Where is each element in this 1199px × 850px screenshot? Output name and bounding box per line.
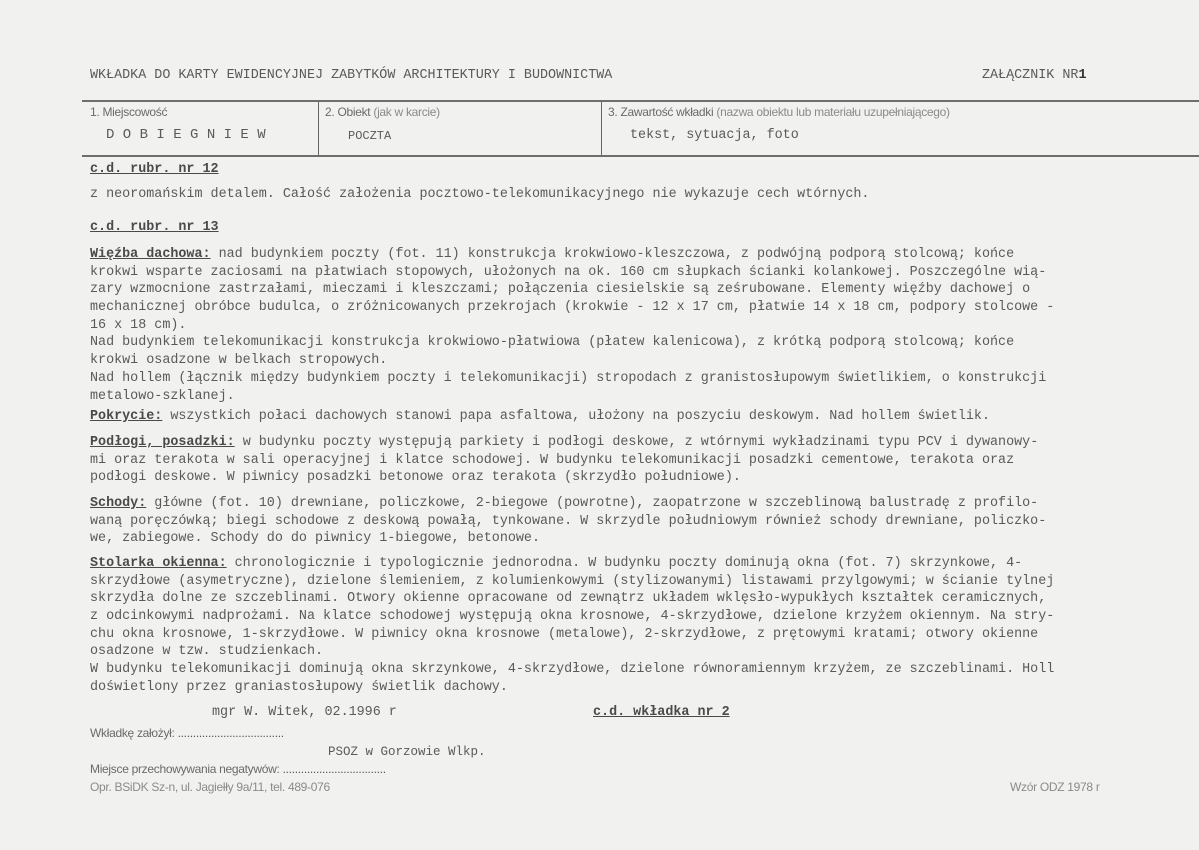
- divider: [318, 102, 319, 155]
- field-object-value: POCZTA: [348, 129, 392, 143]
- section-heading: Stolarka okienna:: [90, 556, 227, 571]
- form-pattern: Wzór ODZ 1978 r: [1010, 780, 1100, 794]
- annex-number: 1: [1078, 68, 1087, 83]
- author-signature: mgr W. Witek, 02.1996 r: [212, 705, 397, 720]
- printer-info: Opr. BSiDK Sz-n, ul. Jagiełły 9a/11, tel. 489-076: [90, 780, 330, 794]
- storage-value: PSOZ w Gorzowie Wlkp.: [328, 745, 486, 759]
- field-locality-label: 1. Miejscowość: [90, 105, 168, 119]
- continued-note: c.d. wkładka nr 2: [593, 705, 730, 720]
- field-contents-label: 3. Zawartość wkładki (nazwa obiektu lub materiału uzupełniającego): [608, 105, 950, 119]
- section-heading: Schody:: [90, 496, 147, 511]
- storage-label: Miejsce przechowywania negatywów: ..................................: [90, 762, 386, 776]
- section-roof-truss: Więźba dachowa: nad budynkiem poczty (fot. 11) konstrukcja krokwiowo-kleszczowa, z podwójną podporą stolcową; końce krokwi wsparte zaciosami na płatwiach stopowych, ułożonych na ok. 160 cm słupkach ścianki kolankowej. Poszczególne wią- zary wzmocnione zastrzałami, mieczami i kleszczami; połączenia ciesielskie są ześrubowane. Elementy więźby dachowej o mechanicznej obróbce budulca, o zróżnicowanych przekrojach (krokwie - 12 x 17 cm, płatwie 14 x 18 cm, podpory stolcowe - 16 x 18 cm). Nad budynkiem telekomunikacji konstrukcja krokwiowo-płatwiowa (płatew kalenicowa), z krótką podporą stolcową; końce krokwi osadzone w belkach stropowych. Nad hollem (łącznik między budynkiem poczty i telekomunikacji) stropodach z granistosłupowym świetlikiem, o konstrukcji metalowo-szklanej.: [90, 247, 1055, 404]
- field-locality-value: D O B I E G N I E W: [106, 127, 266, 143]
- section-windows: Stolarka okienna: chronologicznie i typologicznie jednorodna. W budynku poczty dominują okna (fot. 7) skrzynkowe, 4- skrzydłowe (asymetryczne), dzielone ślemieniem, z kolumienkowymi (stylizowanymi) listawami przylgowymi; w ścianie tylnej skrzydła dolne ze szczeblinami. Otwory okienne opracowane od zewnątrz układem wklęsło-wypukłych kształtek ceramicznych, z odcinkowymi nadprożami. Na klatce schodowej występują okna krosnowe, 4-skrzydłowe, dzielone krzyżem okiennym. Na stry- chu okna krosnowe, 1-skrzydłowe. W piwnicy okna krosnowe (metalowe), 2-skrzydłowe, z prętowymi kratami; otwory okienne osadzone w tzw. studzienkach. W budynku telekomunikacji dominują okna skrzynkowe, 4-skrzydłowe, dzielone równoramiennym krzyżem, ze szczeblinami. Holl doświetlony przez graniastosłupowy świetlik dachowy.: [90, 556, 1055, 695]
- author-label: Wkładkę założył: ...................................: [90, 726, 284, 740]
- section-roofing: Pokrycie: wszystkich połaci dachowych stanowi papa asfaltowa, ułożony na poszyciu deskowym. Nad hollem świetlik.: [90, 409, 991, 424]
- rubric-12-heading: c.d. rubr. nr 12: [90, 162, 219, 177]
- section-heading: Więźba dachowa:: [90, 247, 211, 262]
- section-floors: Podłogi, posadzki: w budynku poczty występują parkiety i podłogi deskowe, z wtórnymi wykładzinami typu PCV i dywanowy- mi oraz terakota w sali operacyjnej i klatce schodowej. W budynku telekomunikacji posadzki cementowe, terakota oraz podłogi deskowe. W piwnicy posadzki betonowe oraz terakota (skrzydło południowe).: [90, 435, 1039, 486]
- annex-label: [982, 68, 1086, 84]
- section-heading: Pokrycie:: [90, 409, 163, 424]
- rubric-12-text: z neoromańskim detalem. Całość założenia pocztowo-telekomunikacyjnego nie wykazuje cech wtórnych.: [90, 187, 870, 202]
- document-title: WKŁADKA DO KARTY EWIDENCYJNEJ ZABYTKÓW ARCHITEKTURY I BUDOWNICTWA: [90, 68, 613, 83]
- divider: [601, 102, 602, 155]
- field-contents-value: tekst, sytuacja, foto: [630, 128, 799, 143]
- annex-text: ZAŁĄCZNIK NR: [982, 68, 1079, 83]
- rubric-13-heading: c.d. rubr. nr 13: [90, 220, 219, 235]
- section-heading: Podłogi, posadzki:: [90, 435, 235, 450]
- top-rule: [82, 100, 1199, 102]
- section-stairs: Schody: główne (fot. 10) drewniane, policzkowe, 2-biegowe (powrotne), zaopatrzone w szczeblinową balustradę z profilo- waną poręczówką; biegi schodowe z deskową powałą, tynkowane. W skrzydle południowym również schody drewniane, policzko- we, zabiegowe. Schody do do piwnicy 1-biegowe, betonowe.: [90, 496, 1047, 547]
- field-object-label: 2. Obiekt (jak w karcie): [325, 105, 440, 119]
- bottom-rule: [82, 155, 1199, 157]
